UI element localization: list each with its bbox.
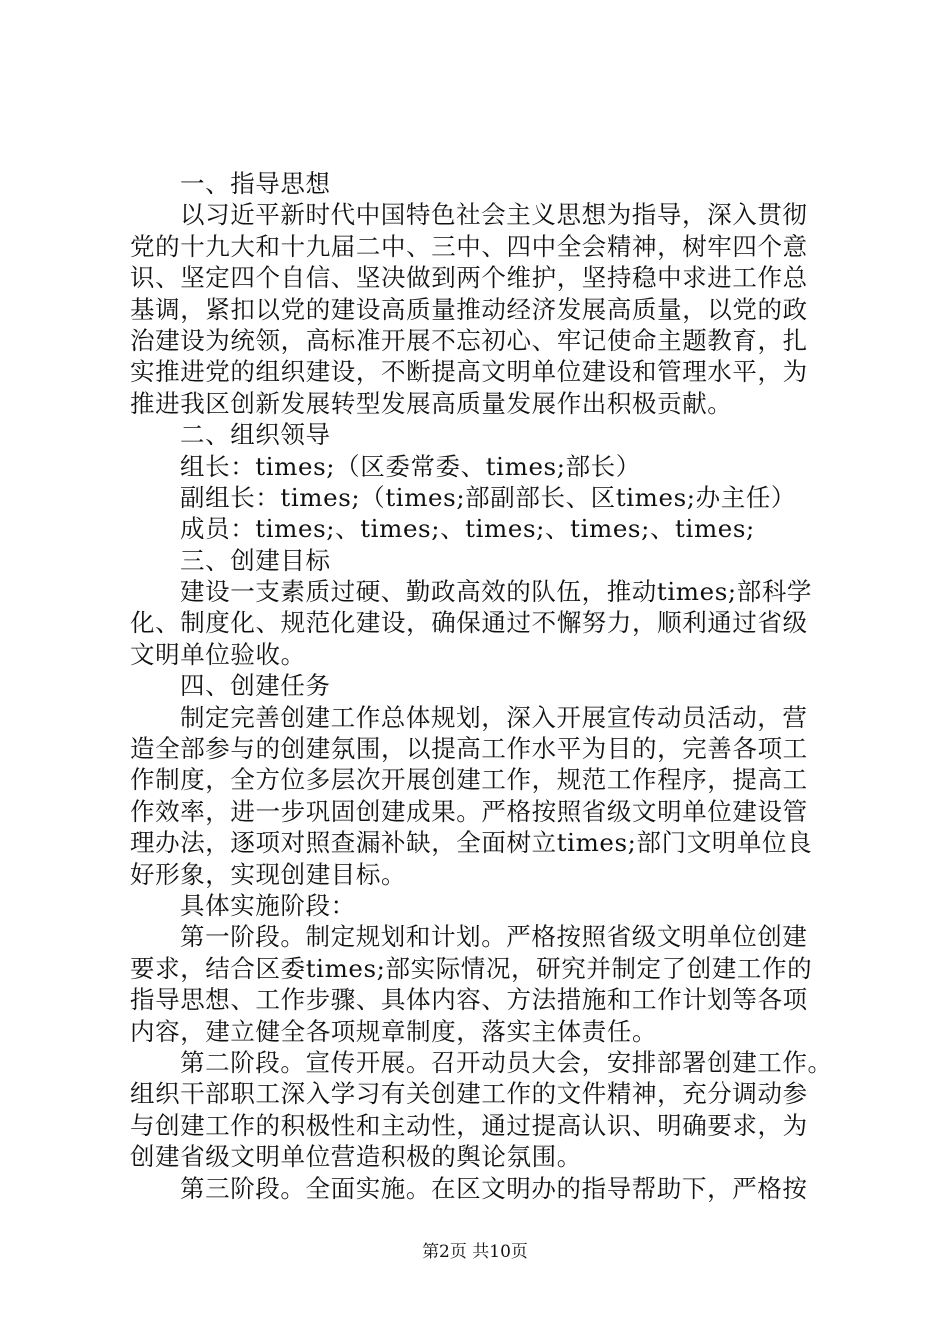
text-line: 成员：times;、times;、times;、times;、times; (180, 514, 755, 544)
text-line: 好形象，实现创建目标。 (130, 859, 407, 889)
document-body (130, 168, 833, 1204)
text-line: 作效率，进一步巩固创建成果。严格按照省级文明单位建设管 (130, 796, 808, 826)
text-line: 第三阶段。全面实施。在区文明办的指导帮助下，严格按 (180, 1173, 808, 1203)
text-line: 具体实施阶段： (180, 890, 356, 920)
text-line: 党的十九大和十九届二中、三中、四中全会精神，树牢四个意 (130, 231, 808, 261)
text-line: 作制度，全方位多层次开展创建工作，规范工作程序，提高工 (130, 765, 808, 795)
text-line: 理办法，逐项对照查漏补缺，全面树立times;部门文明单位良 (130, 828, 813, 858)
text-line: 组长：times;（区委常委、times;部长） (180, 451, 641, 481)
text-line: 一、指导思想 (180, 169, 331, 198)
text-line: 以习近平新时代中国特色社会主义思想为指导，深入贯彻 (180, 200, 808, 230)
page-footer: 第2页 共10页 (422, 1242, 528, 1262)
text-line: 组织干部职工深入学习有关创建工作的文件精神，充分调动参 (130, 1079, 808, 1109)
text-line: 造全部参与的创建氛围，以提高工作水平为目的，完善各项工 (130, 734, 808, 764)
text-line: 治建设为统领，高标准开展不忘初心、牢记使命主题教育，扎 (130, 325, 808, 355)
text-line: 指导思想、工作步骤、具体内容、方法措施和工作计划等各项 (130, 985, 808, 1015)
text-line: 与创建工作的积极性和主动性，通过提高认识、明确要求，为 (130, 1110, 808, 1140)
text-line: 识、坚定四个自信、坚决做到两个维护，坚持稳中求进工作总 (130, 263, 808, 293)
text-line: 第二阶段。宣传开展。召开动员大会，安排部署创建工作。 (180, 1047, 833, 1077)
text-line: 基调，紧扣以党的建设高质量推动经济发展高质量，以党的政 (130, 294, 808, 324)
text-line: 副组长：times;（times;部副部长、区times;办主任） (180, 482, 797, 512)
text-line: 第一阶段。制定规划和计划。严格按照省级文明单位创建 (180, 922, 808, 952)
text-line: 制定完善创建工作总体规划，深入开展宣传动员活动，营 (180, 702, 808, 732)
text-line: 创建省级文明单位营造积极的舆论氛围。 (130, 1142, 582, 1172)
text-line: 三、创建目标 (180, 545, 331, 575)
text-line: 实推进党的组织建设，不断提高文明单位建设和管理水平，为 (130, 357, 808, 387)
text-line: 建设一支素质过硬、勤政高效的队伍，推动times;部科学 (180, 577, 813, 607)
text-line: 推进我区创新发展转型发展高质量发展作出积极贡献。 (130, 388, 733, 418)
text-line: 文明单位验收。 (130, 639, 306, 669)
text-line: 二、组织领导 (180, 420, 331, 450)
text-line: 内容，建立健全各项规章制度，落实主体责任。 (130, 1016, 658, 1046)
text-line: 化、制度化、规范化建设，确保通过不懈努力，顺利通过省级 (130, 608, 808, 638)
text-line: 要求，结合区委times;部实际情况，研究并制定了创建工作的 (130, 953, 813, 983)
text-line: 四、创建任务 (180, 671, 331, 701)
